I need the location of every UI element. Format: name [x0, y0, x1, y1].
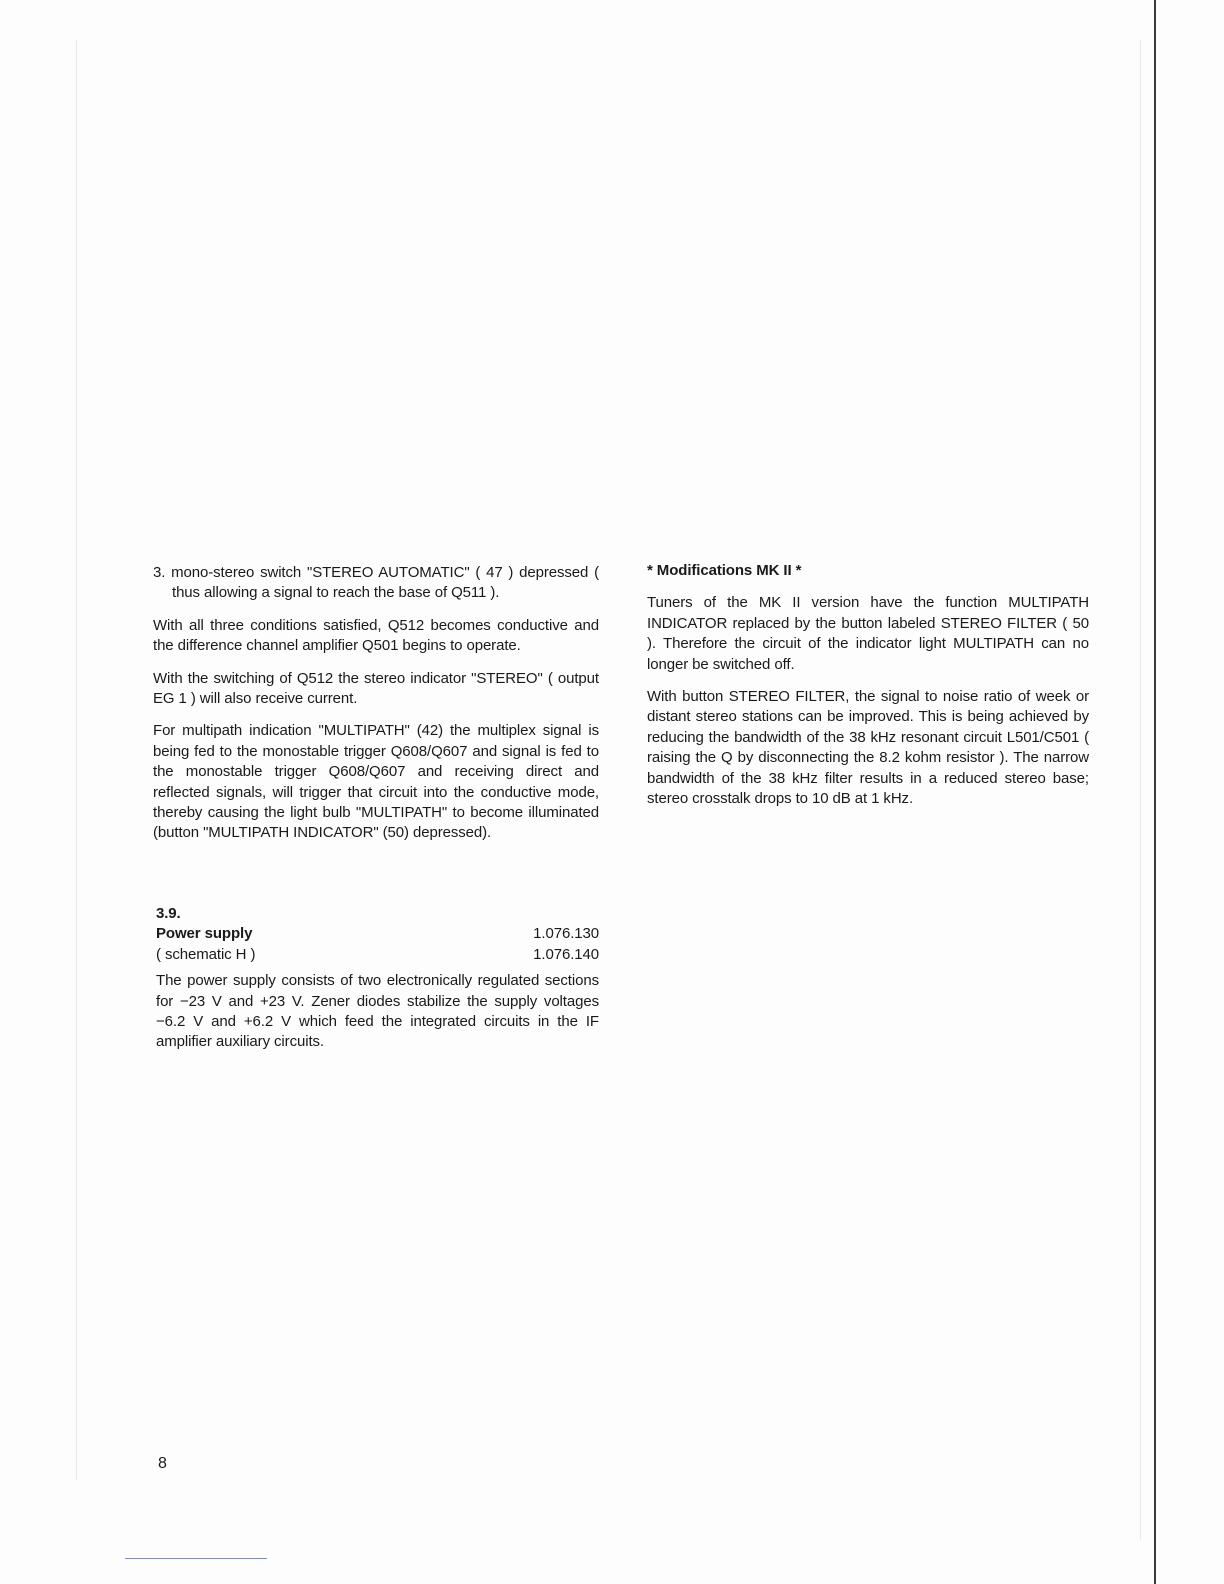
section-subtitle-code: 1.076.140	[533, 945, 599, 963]
paragraph-stereo-filter: With button STEREO FILTER, the signal to noise ratio of week or distant stereo stations can be improved. This is being achieved by reducing the bandwidth of the 38 kHz resonant circuit L501/C501 ( raising the Q by disconnecting the 8.2 kohm resistor ). The narrow bandwidth of the 38 kHz filter results in a reduced stereo base; stereo crosstalk drops to 10 dB at 1 kHz.	[647, 688, 1089, 808]
paragraph-multipath: For multipath indication "MULTIPATH" (42) the multiplex signal is being fed to the monostable trigger Q608/Q607 and signal is fed to the monostable trigger Q608/Q607 and receiving direct and reflected signals, will trigger that circuit into the conductive mode, thereby causing the light bulb "MULTIPATH" to become illuminated (button "MULTIPATH INDICATOR" (50) depressed).	[153, 722, 599, 842]
list-item-3: 3. mono-stereo switch "STEREO AUTOMATIC" ( 47 ) depressed ( thus allowing a signal to reach the base of Q511 ).	[153, 564, 599, 602]
scan-edge-right	[1154, 0, 1156, 1584]
paragraph-stereo-indicator: With the switching of Q512 the stereo indicator "STEREO" ( output EG 1 ) will also receive current.	[153, 669, 599, 708]
scan-edge-left	[76, 40, 77, 1480]
paragraph-mk2-tuners: Tuners of the MK II version have the function MULTIPATH INDICATOR replaced by the button labeled STEREO FILTER ( 50 ). Therefore the circuit of the indicator light MULTIPATH can no longer be switched off.	[647, 594, 1089, 673]
section-title-code: 1.076.130	[533, 925, 599, 943]
modifications-heading: * Modifications MK II *	[647, 562, 802, 579]
scan-edge-right-faint	[1140, 40, 1141, 1540]
paragraph-conditions: With all three conditions satisfied, Q512 becomes conductive and the difference channel amplifier Q501 begins to operate.	[153, 616, 599, 655]
left-column	[153, 563, 599, 856]
section-number: 3.9.	[156, 905, 181, 922]
section-subtitle-row	[156, 945, 599, 965]
section-subtitle: ( schematic H )	[156, 945, 256, 963]
page-number: 8	[158, 1455, 167, 1472]
right-column	[647, 561, 1089, 821]
section-title: Power supply	[156, 925, 253, 943]
section-power-supply	[156, 904, 599, 1053]
section-title-row	[156, 924, 599, 944]
bottom-rule	[125, 1558, 267, 1559]
section-body: The power supply consists of two electronically regulated sections for −23 V and +23 V. Zener diodes stabilize the supply voltages −6.2 V and +6.2 V which feed the integrated circuits in the IF amplifier auxiliary circuits.	[156, 972, 599, 1051]
